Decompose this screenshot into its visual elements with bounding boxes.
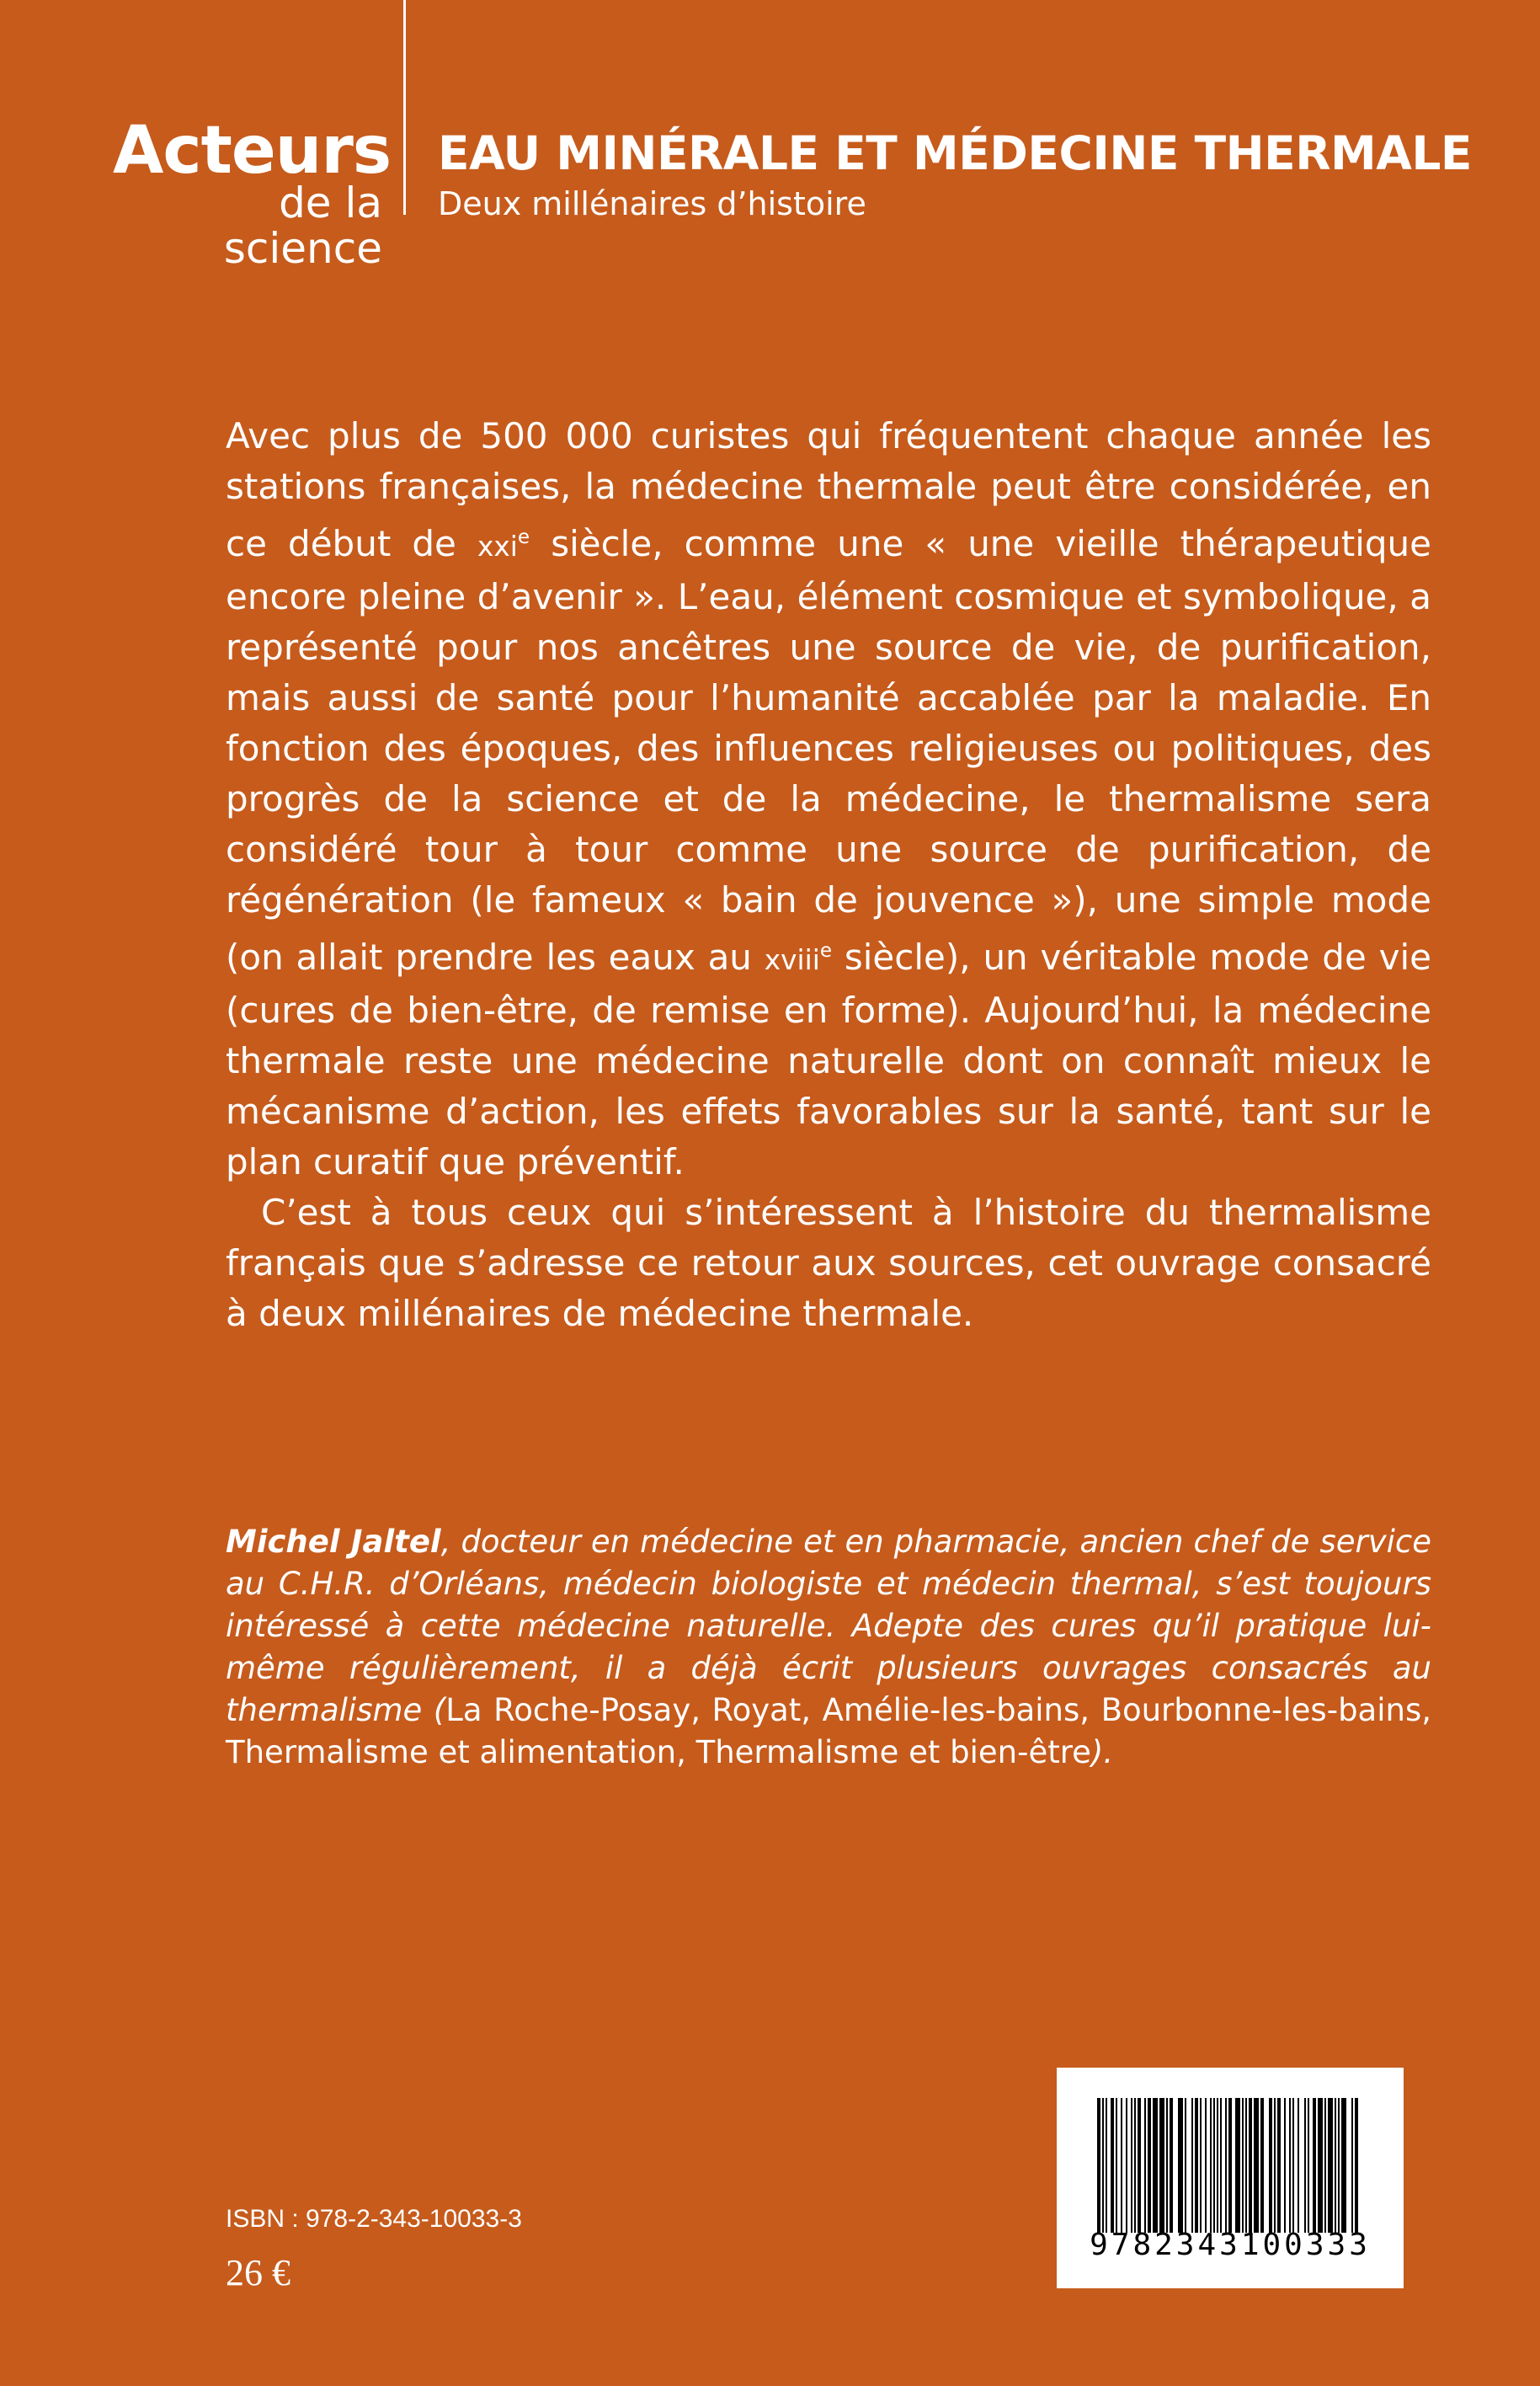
series-name: Acteurs xyxy=(113,113,392,189)
barcode-bar xyxy=(1260,2098,1264,2233)
author-name: Michel Jaltel xyxy=(226,1524,441,1560)
barcode-bar xyxy=(1289,2098,1291,2233)
barcode-bar xyxy=(1213,2098,1215,2233)
barcode-bar xyxy=(1225,2098,1227,2233)
century-label: xxi xyxy=(477,531,518,563)
blurb-text: Avec plus de 500 000 curistes qui fréquentent chaque année les stations françaises, la médecine thermale peut être considérée, en ce début de xyxy=(226,415,1431,564)
barcode-bar xyxy=(1153,2098,1158,2233)
author-bio-end: ). xyxy=(1090,1734,1114,1770)
barcode-bar xyxy=(1269,2098,1272,2233)
barcode-bar xyxy=(1116,2098,1117,2233)
barcode-bar xyxy=(1195,2098,1198,2233)
barcode-bar xyxy=(1249,2098,1252,2233)
century-superscript: e xyxy=(517,526,530,548)
barcode-bar xyxy=(1292,2098,1294,2233)
barcode-bar xyxy=(1313,2098,1316,2233)
back-cover-blurb xyxy=(226,411,1431,1339)
blurb-text: siècle), un véritable mode de vie (cures de bien-être, de remise en forme). Aujourd’hui, la médecine thermale reste une médecine naturelle dont on connaît mieux le mécanisme d’action, les effets favorables sur la santé, tant sur le plan curatif que préventif. xyxy=(226,937,1431,1182)
author-works: La Roche-Posay, Royat, Amélie-les-bains, Bourbonne-les-bains, Thermalisme et alimentation, Thermalisme et bien-être xyxy=(226,1692,1431,1770)
barcode-bar xyxy=(1308,2098,1309,2233)
barcode-bar xyxy=(1328,2098,1333,2233)
barcode-bar xyxy=(1351,2098,1353,2233)
barcode-bar xyxy=(1235,2098,1240,2233)
barcode-bar xyxy=(1341,2098,1346,2233)
barcode-bar xyxy=(1254,2098,1259,2233)
barcode-bar xyxy=(1245,2098,1247,2233)
blurb-text: siècle, comme une « une vieille thérapeutique encore pleine d’avenir ». L’eau, élément cosmique et symbolique, a représenté pour nos ancêtres une source de vie, de purification, mais aussi de santé pour l’humanité accablée par la maladie. En fonction des époques, des influences religieuses ou politiques, des progrès de la science et de la médecine, le thermalisme sera considéré tour à tour comme une source de purification, de régénération (le fameux « bain de jouvence »), une simple mode (on allait prendre les eaux au xyxy=(226,523,1431,978)
barcode-bar xyxy=(1335,2098,1336,2233)
barcode-bar xyxy=(1284,2098,1286,2233)
author-bio xyxy=(226,1521,1431,1774)
barcode-bar xyxy=(1185,2098,1186,2233)
barcode-bar xyxy=(1200,2098,1202,2233)
barcode-bar xyxy=(1217,2098,1218,2233)
barcode-bar xyxy=(1131,2098,1132,2233)
barcode-bar xyxy=(1277,2098,1281,2233)
blurb-paragraph-1 xyxy=(226,411,1431,1188)
barcode-bar xyxy=(1159,2098,1164,2233)
barcode-bar xyxy=(1102,2098,1104,2233)
barcode-bar xyxy=(1166,2098,1168,2233)
century-superscript: e xyxy=(819,940,833,962)
barcode-bar xyxy=(1338,2098,1340,2233)
author-bio-text: , docteur en médecine et en pharmacie, ancien chef de service au C.H.R. d’Orléans, médecin biologiste et médecin thermal, s’est toujours intéressé à cette médecine naturelle. Adepte des cures qu’il pratique lui-même régulièrement, il a déjà écrit plusieurs ouvrages consacrés au thermalisme ( xyxy=(226,1524,1431,1728)
barcode-bar xyxy=(1242,2098,1244,2233)
blurb-paragraph-2: C’est à tous ceux qui s’intéressent à l’histoire du thermalisme français que s’adresse ce retour aux sources, cet ouvrage consacré à deux millénaires de médecine thermale. xyxy=(226,1192,1431,1334)
book-title: EAU MINÉRALE ET MÉDECINE THERMALE xyxy=(438,126,1472,180)
barcode-bar xyxy=(1274,2098,1276,2233)
barcode-bar xyxy=(1220,2098,1222,2233)
barcode xyxy=(1057,2068,1404,2288)
price: 26 € xyxy=(226,2252,290,2293)
barcode-bar xyxy=(1126,2098,1127,2233)
barcode-bar xyxy=(1298,2098,1299,2233)
barcode-bar xyxy=(1148,2098,1151,2233)
barcode-bar xyxy=(1324,2098,1326,2233)
barcode-bar xyxy=(1106,2098,1107,2233)
barcode-bars xyxy=(1097,2098,1363,2233)
barcode-digits: 9782343100333 xyxy=(1090,2228,1371,2262)
series-logo xyxy=(113,113,392,273)
barcode-bar xyxy=(1355,2098,1358,2233)
isbn: ISBN : 978-2-343-10033-3 xyxy=(226,2205,522,2233)
barcode-bar xyxy=(1205,2098,1207,2233)
barcode-bar xyxy=(1111,2098,1114,2233)
barcode-bar xyxy=(1170,2098,1173,2233)
barcode-bar xyxy=(1138,2098,1141,2233)
barcode-bar xyxy=(1097,2098,1100,2233)
barcode-bar xyxy=(1318,2098,1323,2233)
book-subtitle: Deux millénaires d’histoire xyxy=(438,185,866,222)
barcode-bar xyxy=(1178,2098,1183,2233)
header-divider xyxy=(403,0,406,215)
barcode-bar xyxy=(1228,2098,1232,2233)
barcode-bar xyxy=(1121,2098,1122,2233)
century-label: xviii xyxy=(764,944,820,976)
series-subname: de la science xyxy=(223,179,382,273)
barcode-bar xyxy=(1191,2098,1193,2233)
barcode-bar xyxy=(1134,2098,1136,2233)
barcode-bar xyxy=(1304,2098,1306,2233)
barcode-bar xyxy=(1144,2098,1146,2233)
barcode-bar xyxy=(1210,2098,1212,2233)
